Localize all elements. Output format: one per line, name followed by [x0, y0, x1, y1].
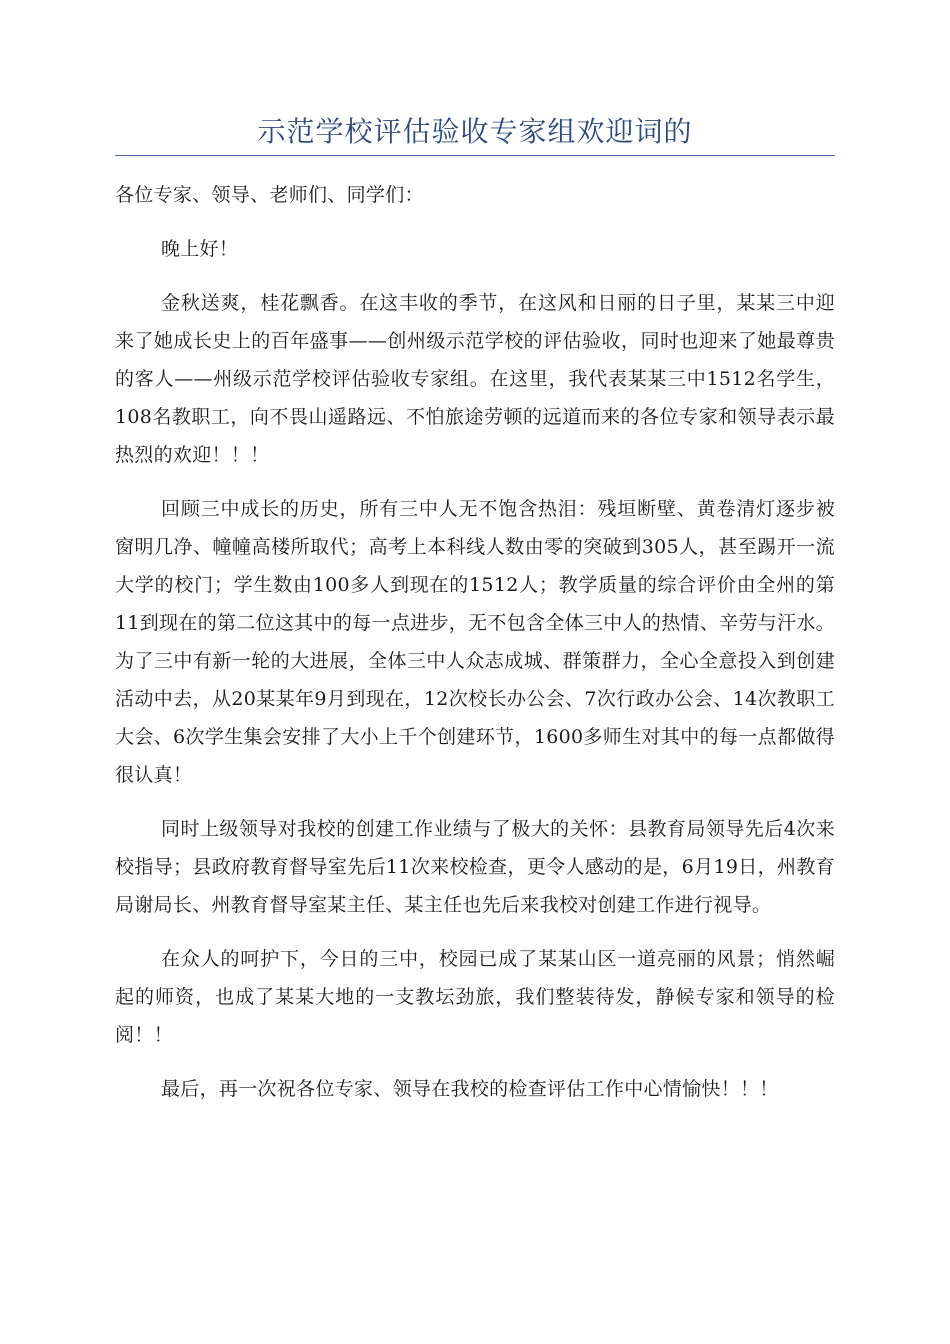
salutation: 各位专家、领导、老师们、同学们： — [115, 184, 424, 206]
paragraph-closing: 最后，再一次祝各位专家、领导在我校的检查评估工作中心情愉快！！！ — [161, 1078, 779, 1100]
paragraph-leadership: 同时上级领导对我校的创建工作业绩与了极大的关怀：县教育局领导先后4次来校指导；县政府教育督导室先后11次来校检查，更令人感动的是，6月19日，州教育局谢局长、州教育督导室某主任、某主任也先后来我校对创建工作进行视导。 — [115, 818, 835, 916]
greeting: 晚上好！ — [161, 238, 239, 260]
paragraph-campus: 在众人的呵护下，今日的三中，校园已成了某某山区一道亮丽的风景；悄然崛起的师资，也成了某某大地的一支教坛劲旅，我们整装待发，静候专家和领导的检阅！！ — [115, 948, 835, 1046]
page-title: 示范学校评估验收专家组欢迎词的 — [257, 115, 693, 148]
paragraph-welcome: 金秋送爽，桂花飘香。在这丰收的季节，在这风和日丽的日子里，某某三中迎来了她成长史上的百年盛事——创州级示范学校的评估验收，同时也迎来了她最尊贵的客人——州级示范学校评估验收专家组。在这里，我代表某某三中1512名学生，108名教职工，向不畏山遥路远、不怕旅途劳顿的远道而来的各位专家和领导表示最热烈的欢迎！！！ — [115, 292, 835, 466]
paragraph-history: 回顾三中成长的历史，所有三中人无不饱含热泪：残垣断壁、黄卷清灯逐步被窗明几净、幢幢高楼所取代；高考上本科线人数由零的突破到305人，甚至踢开一流大学的校门；学生数由100多人到现在的1512人；教学质量的综合评价由全州的第11到现在的第二位这其中的每一点进步，无不包含全体三中人的热情、辛劳与汗水。为了三中有新一轮的大进展，全体三中人众志成城、群策群力，全心全意投入到创建活动中去，从20某某年9月到现在，12次校长办公会、7次行政办公会、14次教职工大会、6次学生集会安排了大小上千个创建环节，1600多师生对其中的每一点都做得很认真！ — [115, 498, 835, 786]
document-body — [115, 176, 835, 1124]
title-underline — [115, 155, 835, 156]
